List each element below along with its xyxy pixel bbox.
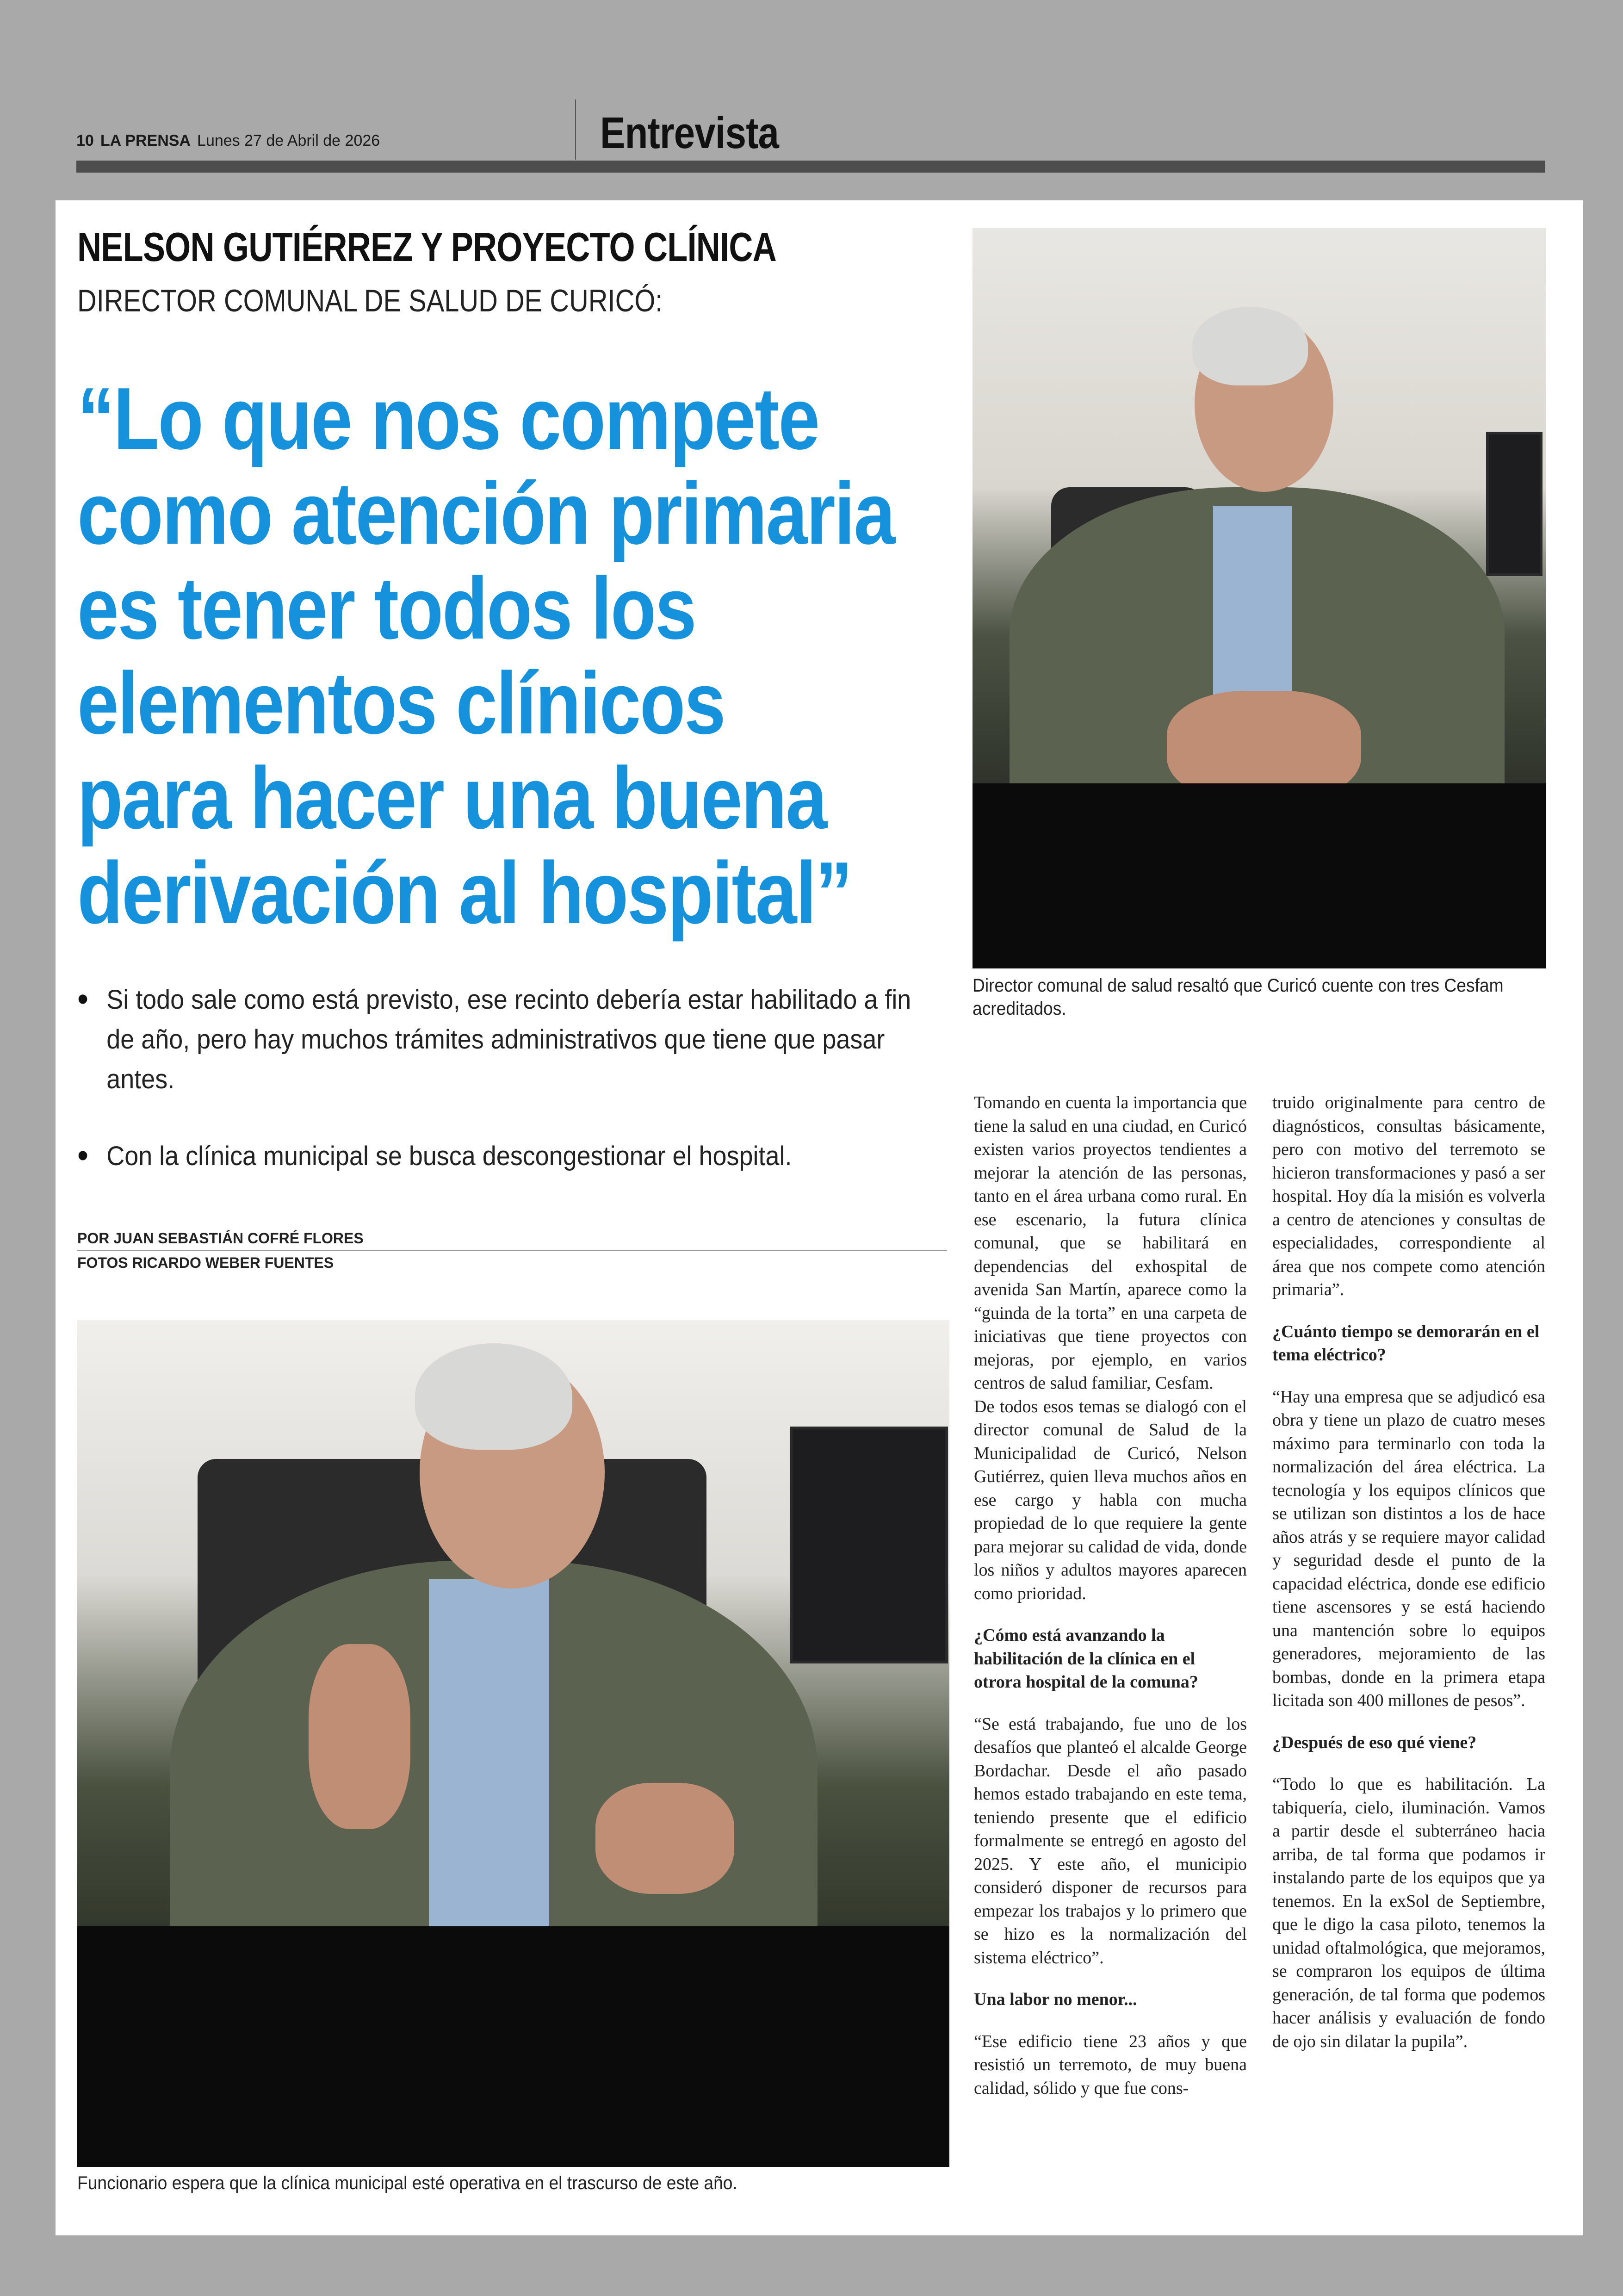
header-divider [575, 99, 576, 160]
issue-date: Lunes 27 de Abril de 2026 [197, 132, 380, 149]
header-rule [76, 161, 1545, 173]
body-paragraph: Tomando en cuenta la importancia que tiene la salud en una ciudad, en Curicó existen varios proyectos tendientes a mejorar la atención de las personas, tanto en el área urbana como rural. En ese escenario, la futura clínica comunal, que se habilitará en dependencias del exhospital de avenida San Martín, aparece como la “guinda de la torta” en una carpeta de iniciativas que tiene proyectos con mejoras, por ejemplo, en varios centros de salud familiar, Cesfam. [974, 1093, 1247, 1393]
article-page [56, 200, 1583, 2235]
interview-question: ¿Cuánto tiempo se demorarán en el tema eléctrico? [1272, 1322, 1540, 1365]
body-paragraph: “Todo lo que es habilitación. La tabiquería, cielo, iluminación. Vamos a partir desde el subterráneo hacia arriba, de tal forma que podamos ir instalando parte de los equipos que ya tenemos. En la exSol de Septiembre, que le digo la casa piloto, tenemos la unidad oftalmológica, que mejoramos, se compraron los equipos de última generación, de tal forma que podemos hacer análisis y evaluación de fondo de ojo sin dilatar la pupila”. [1272, 1775, 1545, 2051]
headline-line: elementos clínicos [77, 654, 725, 752]
article-kicker: NELSON GUTIÉRREZ Y PROYECTO CLÍNICA [77, 224, 776, 270]
interview-question: Una labor no menor... [974, 1990, 1137, 2009]
headline-line: “Lo que nos compete [77, 370, 819, 468]
body-paragraph: De todos esos temas se dialogó con el director comunal de Salud de la Municipalidad de Curicó, Nelson Gutiérrez, quien lleva muchos años en ese cargo y habla con mucha propiedad de lo que requiere la gente para mejorar su calidad de vida, donde los niños y adultos mayores aparecen como prioridad. [974, 1396, 1247, 1603]
headline-line: para hacer una buena [77, 749, 826, 847]
hair-shape [1192, 307, 1308, 385]
page-number: 10 [76, 132, 94, 149]
hair-shape [415, 1343, 572, 1450]
hands-shape [309, 1644, 410, 1829]
article-column-2 [1272, 1091, 1545, 2053]
monitor-shape [790, 1427, 948, 1663]
summary-bullet: • Si todo sale como está previsto, ese recinto debería estar habilitado a fin de año, pero hay muchos trámites administrativos que tiene que pasar antes. [77, 980, 937, 1099]
page-header [76, 99, 1545, 174]
body-paragraph: “Hay una empresa que se adjudicó esa obra y tiene un plazo de cuatro meses máximo para terminarlo con toda la normalización del área eléctrica. La tecnología y los equipos clínicos que se utilizan son distintos a los de hace años atrás y se requiere mayor calidad y seguridad desde el punto de la capacidad eléctrica, donde ese edificio tiene ascensores y se está haciendo una mantención sobre lo equipos generadores, mejoramiento de las bombas, donde en la primera etapa licitada son 400 millones de pesos”. [1272, 1387, 1545, 1710]
folio [76, 132, 380, 150]
headline-line: como atención primaria [77, 465, 894, 563]
publication-name: LA PRENSA [100, 132, 191, 149]
summary-bullets [77, 980, 956, 1213]
author-credit: POR JUAN SEBASTIÁN COFRÉ FLORES [77, 1230, 947, 1251]
headline-line: derivación al hospital” [77, 844, 852, 942]
section-title: Entrevista [600, 108, 779, 158]
article-column-1 [974, 1091, 1247, 2100]
article-headline [77, 372, 942, 941]
article-subkicker: DIRECTOR COMUNAL DE SALUD DE CURICÓ: [77, 283, 663, 318]
table-shape [973, 783, 1546, 968]
body-paragraph: truido originalmente para centro de diagnósticos, consultas básicamente, pero con motivo del terremoto se hicieron transformaciones y pasó a ser hospital. Hoy día la misión es volverla a centro de atenciones y consultas de especialidades, correspondiente al área que nos compete como atención primaria”. [1272, 1093, 1545, 1299]
hands-shape [595, 1783, 734, 1894]
interview-question: ¿Cómo está avanzando la habilitación de la clínica en el otrora hospital de la comuna? [974, 1626, 1198, 1692]
body-paragraph: “Ese edificio tiene 23 años y que resistió un terremoto, de muy buena calidad, sólido y que fue cons- [974, 2031, 1247, 2098]
photo-caption-bottom: Funcionario espera que la clínica municipal esté operativa en el trascurso de este año. [77, 2173, 737, 2193]
headline-line: es tener todos los [77, 559, 696, 658]
body-paragraph: “Se está trabajando, fue uno de los desafíos que planteó el alcalde George Bordachar. Desde el año pasado hemos estado trabajando en este tema, teniendo presente que el edificio formalmente se entregó en agosto del 2025. Y este año, el municipio consideró disponer de recursos para empezar los trabajos y lo primero que se hizo es la normalización del sistema eléctrico”. [974, 1714, 1247, 1967]
byline [77, 1230, 947, 1272]
interview-question: ¿Después de eso qué viene? [1272, 1732, 1477, 1752]
interview-photo-top [973, 228, 1546, 968]
photo-caption-top: Director comunal de salud resaltó que Curicó cuente con tres Cesfam acreditados. [973, 975, 1504, 1019]
table-shape [77, 1926, 949, 2167]
interview-photo-bottom [77, 1320, 949, 2167]
monitor-shape [1486, 432, 1542, 576]
summary-bullet: • Con la clínica municipal se busca descongestionar el hospital. [77, 1136, 937, 1176]
photo-credit: FOTOS RICARDO WEBER FUENTES [77, 1254, 334, 1271]
